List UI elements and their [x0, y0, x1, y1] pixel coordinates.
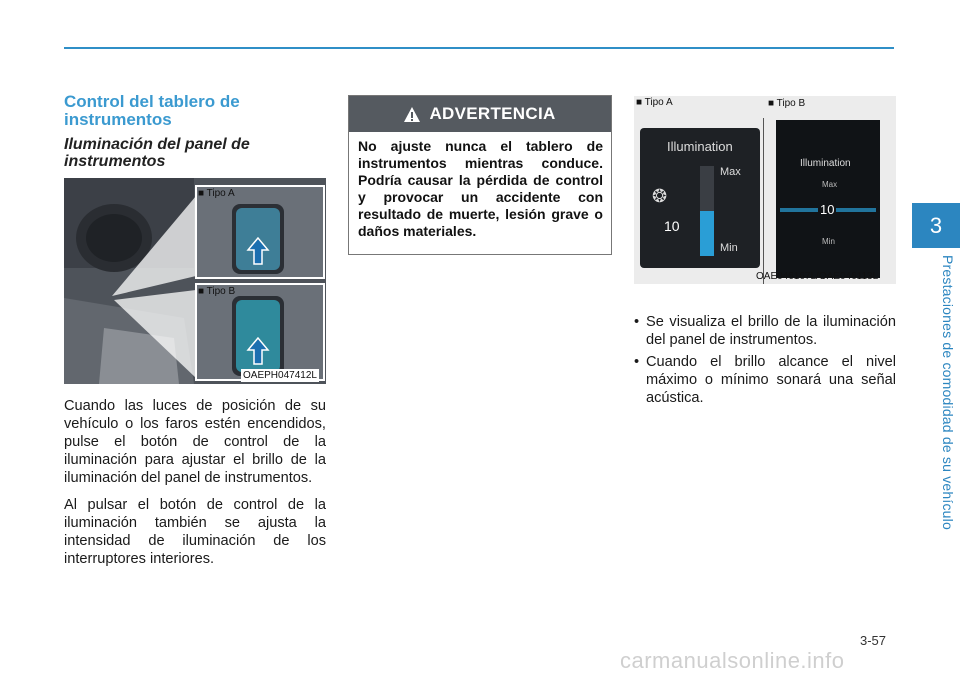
screen-a-min: Min: [720, 242, 738, 254]
body-text: [64, 397, 326, 568]
screen-a-level-fill: [700, 211, 714, 256]
paragraph-2: Al pulsar el botón de control de la iluminación también se ajusta la intensidad de iluminación de los interruptores interiores.: [64, 497, 326, 567]
page-number: 3-57: [860, 633, 887, 648]
warning-triangle-icon: [404, 107, 420, 122]
screen-b-min: Min: [822, 237, 835, 246]
screen-a-illumination-icon: ❂: [652, 186, 668, 206]
screen-b-max: Max: [822, 180, 838, 189]
screen-type-a: [640, 128, 760, 268]
tipo-a-tag: ■ Tipo A: [198, 188, 235, 199]
illumination-figure: [634, 96, 896, 284]
warning-text: No ajuste nunca el tablero de instrumentos mientras conduce. Podría causar la pérdida de control y provocar un accidente con resultado de muerte, lesión grave o daños materiales.: [358, 138, 603, 239]
section-title: Control del tablero de instrumentos: [64, 92, 240, 129]
screen-a-title: Illumination: [667, 139, 733, 154]
tipo-b-tag-right: ■ Tipo B: [768, 98, 806, 109]
bullet-list: [634, 313, 896, 411]
figure-right-code: OAE046167L/OAE046113L: [756, 271, 879, 282]
bullet-dot: •: [634, 314, 640, 330]
screen-b-value: 10: [820, 202, 835, 217]
warning-title: ADVERTENCIA: [429, 104, 556, 123]
top-rule: [64, 47, 894, 49]
paragraph-1: Cuando las luces de posición de su vehículo o los faros estén encendidos, pulse el botón de control de la iluminación para ajustar el brillo de la iluminación del panel de instrumentos.: [64, 398, 326, 486]
screen-b-title: Illumination: [800, 158, 851, 169]
section-subtitle: Iluminación del panel de instrumentos: [64, 136, 250, 170]
tipo-b-tag: ■ Tipo B: [198, 286, 236, 297]
watermark: carmanualsonline.info: [620, 648, 845, 673]
screen-a-value: 10: [664, 218, 680, 234]
chapter-number: 3: [929, 212, 943, 238]
screen-a-level-track: [700, 166, 714, 256]
warning-header: [349, 96, 611, 132]
figure-code: OAEPH047412L: [243, 370, 317, 381]
chapter-side-title: Prestaciones de comodidad de su vehículo: [940, 255, 956, 530]
screen-type-b: [776, 120, 880, 278]
tipo-a-tag-right: ■ Tipo A: [636, 97, 673, 108]
screen-a-max: Max: [720, 166, 741, 178]
chapter-tab: [912, 203, 960, 248]
dashboard-illustration: [64, 178, 326, 384]
bullet-text-1: Se visualiza el brillo de la iluminación del panel de instrumentos.: [646, 314, 896, 348]
warning-box: [348, 95, 612, 255]
figure-divider: [763, 118, 764, 284]
list-item: [634, 313, 896, 349]
dashboard-photo: [64, 178, 326, 384]
bullet-dot: •: [634, 354, 640, 370]
list-item: [634, 353, 896, 407]
bullet-text-2: Cuando el brillo alcance el nivel máximo o mínimo sonará una señal acústica.: [646, 354, 896, 406]
